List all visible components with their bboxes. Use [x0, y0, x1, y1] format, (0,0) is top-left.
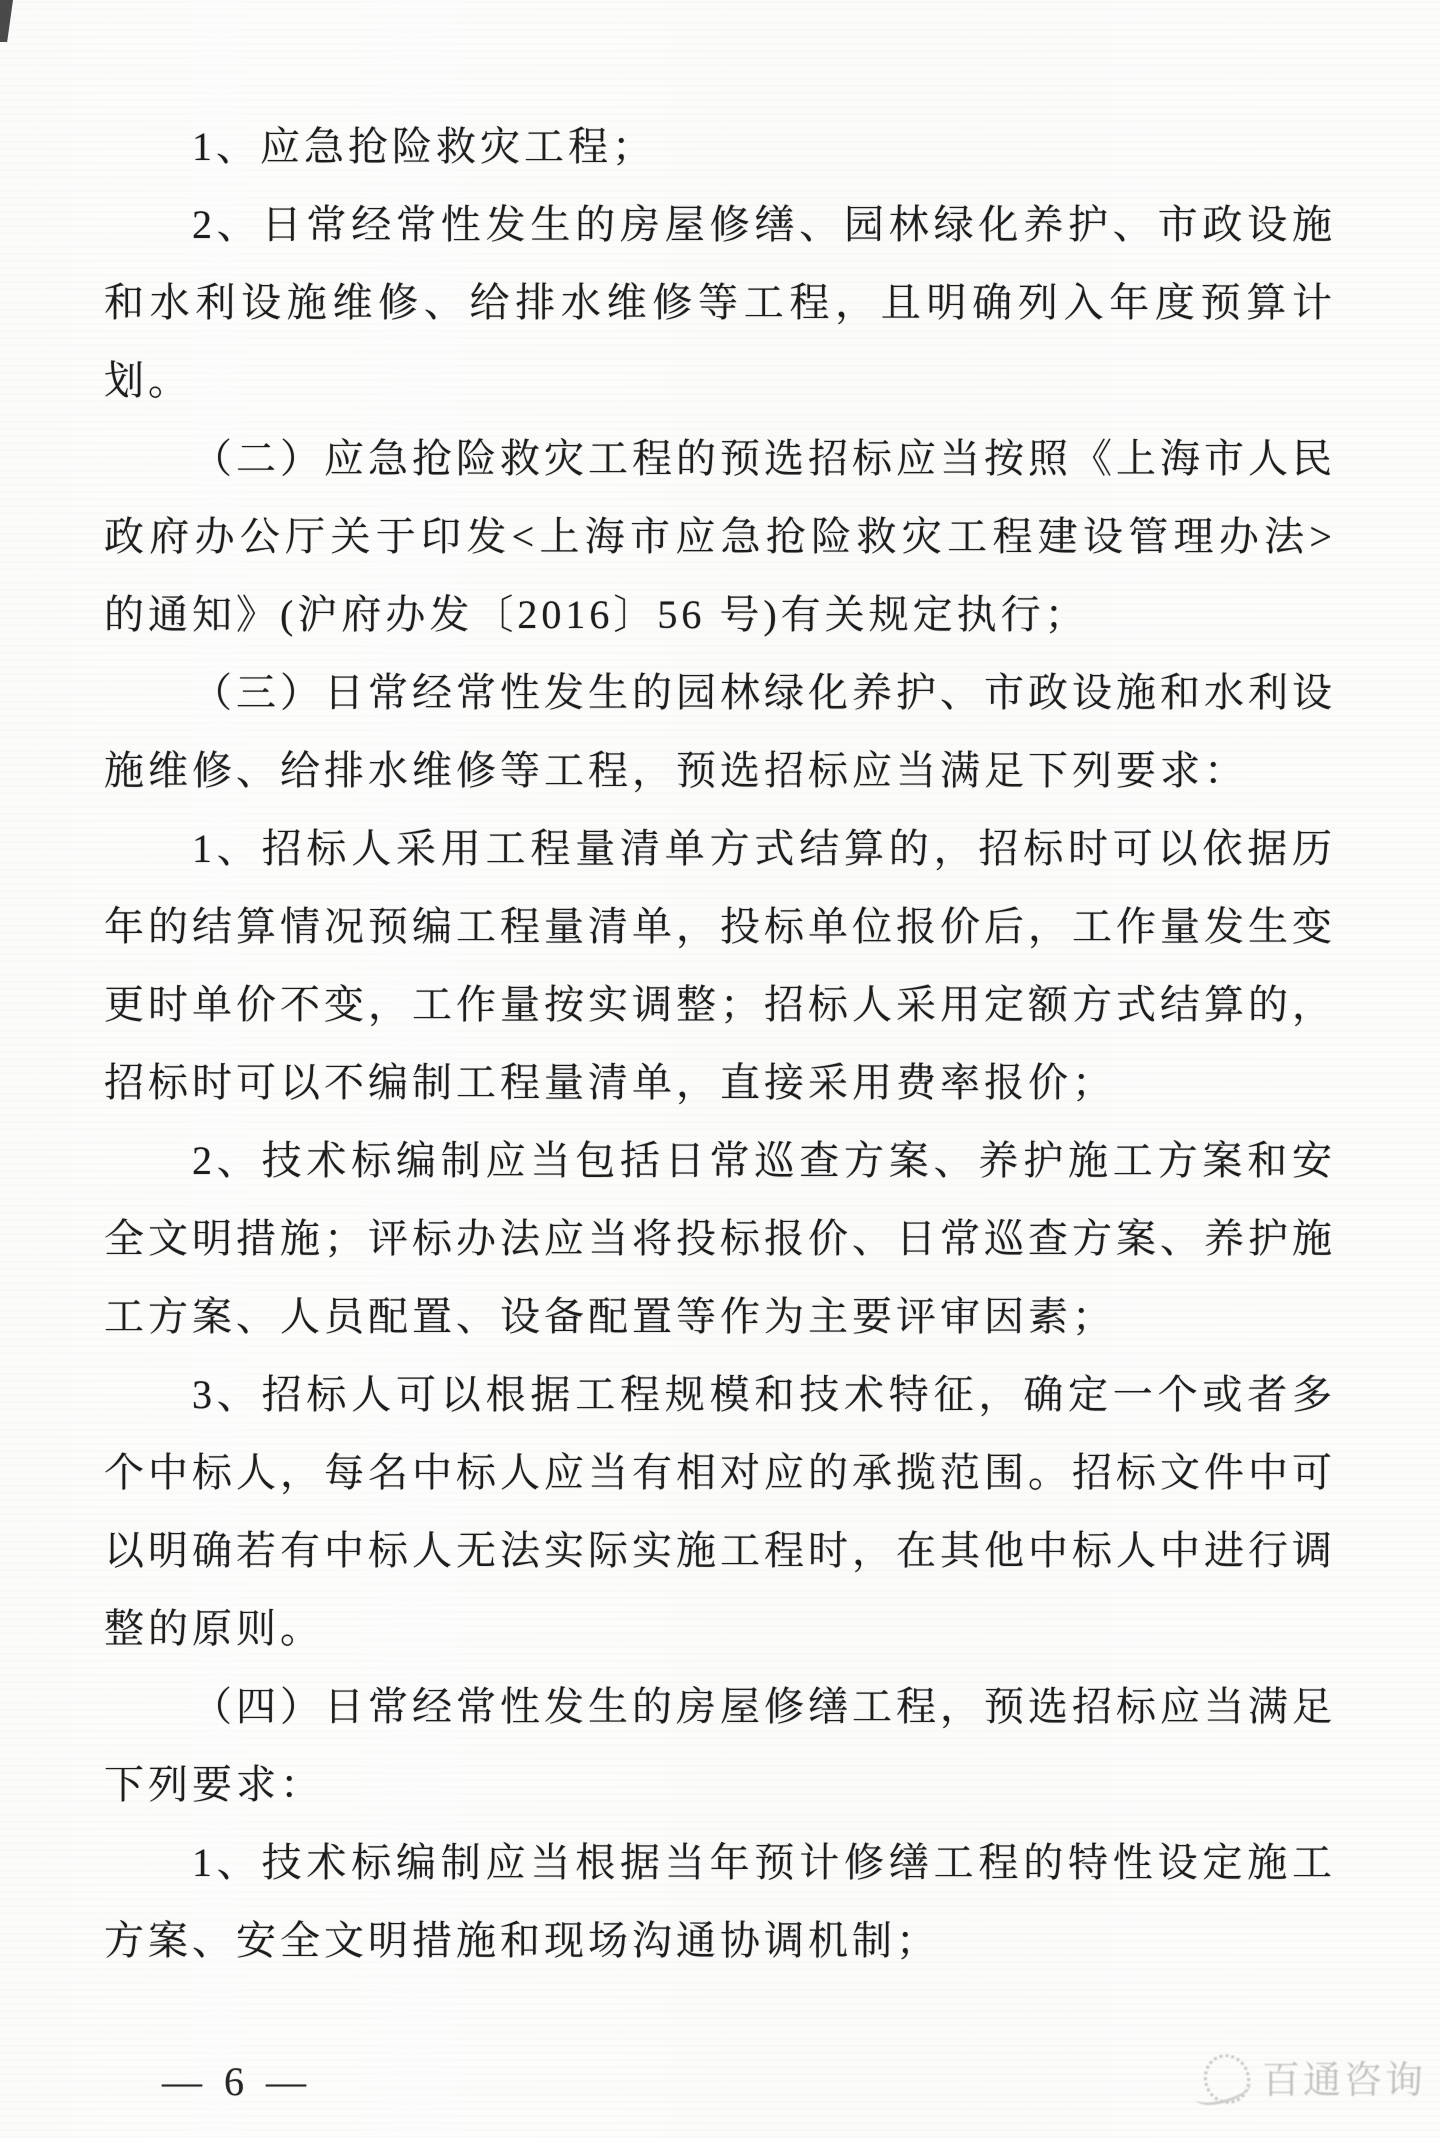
section-3-item-1: 1、招标人采用工程量清单方式结算的，招标时可以依据历年的结算情况预编工程量清单，投标单位报价后，工作量发生变更时单价不变，工作量按实调整；招标人采用定额方式结算的，招标时可以不编制工程量清单，直接采用费率报价； [104, 826, 1336, 1105]
section-3-item-2: 2、技术标编制应当包括日常巡查方案、养护施工方案和安全文明措施；评标办法应当将投标报价、日常巡查方案、养护施工方案、人员配置、设备配置等作为主要评审因素； [104, 1138, 1336, 1339]
scan-corner-artifact [0, 0, 13, 42]
section-4-item-1: 1、技术标编制应当根据当年预计修缮工程的特性设定施工方案、安全文明措施和现场沟通协调机制； [104, 1840, 1336, 1963]
list-item-2: 2、日常经常性发生的房屋修缮、园林绿化养护、市政设施和水利设施维修、给排水维修等工程，且明确列入年度预算计划。 [104, 202, 1336, 403]
document-body [104, 108, 1336, 1980]
page-number: — 6 — [162, 2059, 312, 2104]
section-4-paragraph: （四）日常经常性发生的房屋修缮工程，预选招标应当满足下列要求： [104, 1684, 1336, 1807]
list-item-1: 1、应急抢险救灾工程； [192, 124, 656, 169]
watermark [1196, 2048, 1426, 2104]
watermark-label: 百通咨询 [1262, 2059, 1427, 2102]
section-3-paragraph: （三）日常经常性发生的园林绿化养护、市政设施和水利设施维修、给排水维修等工程，预选招标应当满足下列要求： [104, 670, 1336, 793]
section-3-item-3: 3、招标人可以根据工程规模和技术特征，确定一个或者多个中标人，每名中标人应当有相对应的承揽范围。招标文件中可以明确若有中标人无法实际实施工程时，在其他中标人中进行调整的原则。 [104, 1372, 1336, 1651]
watermark-logo-icon [1196, 2048, 1252, 2104]
section-2-paragraph: （二）应急抢险救灾工程的预选招标应当按照《上海市人民政府办公厅关于印发<上海市应急抢险救灾工程建设管理办法>的通知》(沪府办发〔2016〕56 号)有关规定执行； [104, 436, 1336, 637]
